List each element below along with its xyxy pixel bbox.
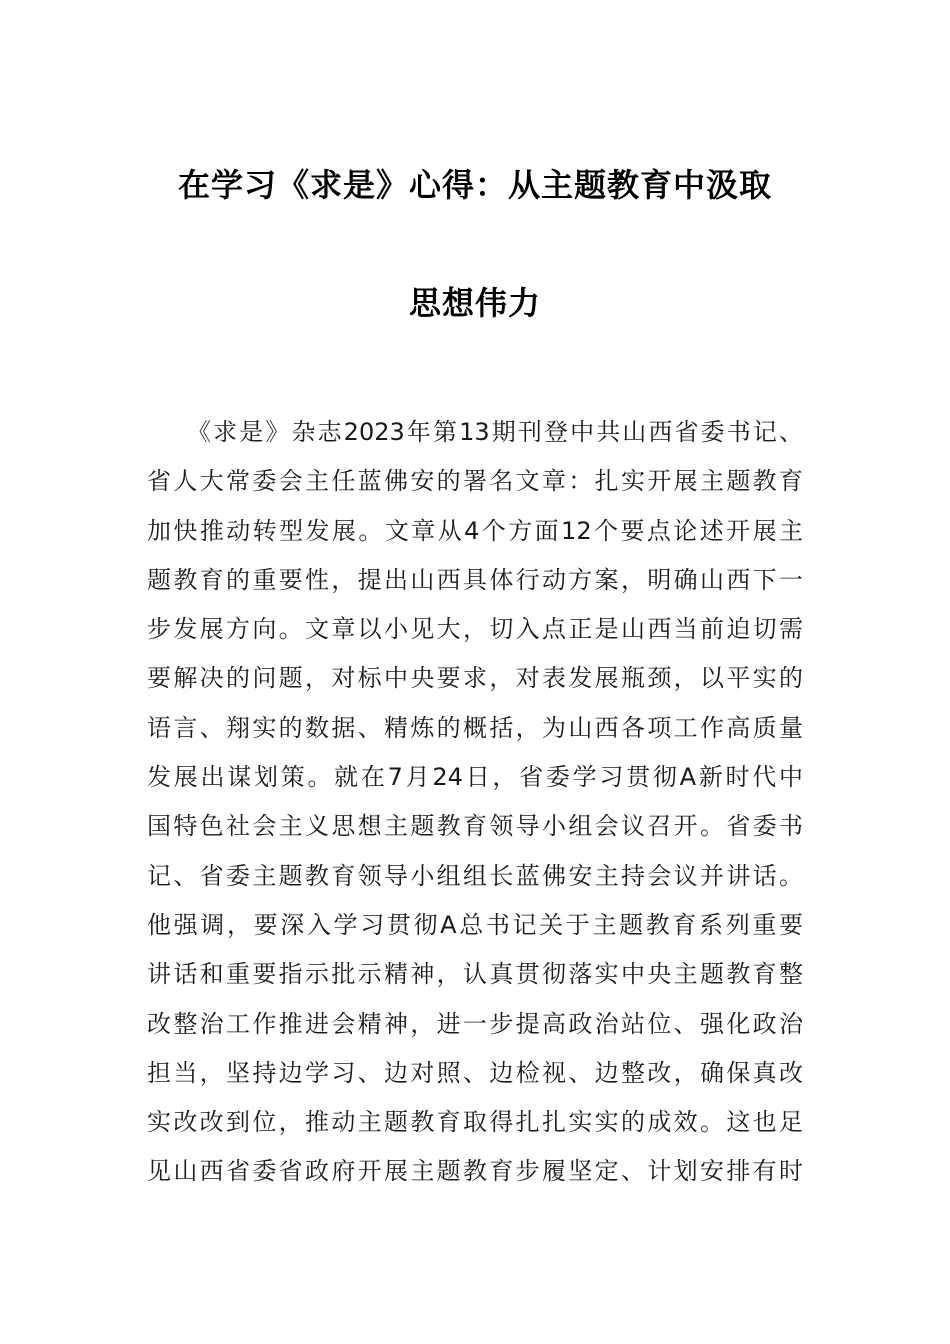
body-text-line: 讲话和重要指示批示精神，认真贯彻落实中央主题教育整 bbox=[147, 960, 803, 988]
body-text-line: 记、省委主题教育领导小组组长蓝佛安主持会议并讲话。 bbox=[147, 862, 803, 890]
body-text-line: 题教育的重要性，提出山西具体行动方案，明确山西下一 bbox=[147, 566, 803, 594]
body-text-line: 要解决的问题，对标中央要求，对表发展瓶颈，以平实的 bbox=[147, 664, 803, 692]
body-text-line: 语言、翔实的数据、精炼的概括，为山西各项工作高质量 bbox=[147, 714, 803, 742]
body-text-line: 国特色社会主义思想主题教育领导小组会议召开。省委书 bbox=[147, 812, 803, 840]
body-text-line: 《求是》杂志2023年第13期刊登中共山西省委书记、 bbox=[187, 418, 803, 446]
body-text-line: 他强调，要深入学习贯彻A总书记关于主题教育系列重要 bbox=[147, 911, 803, 939]
body-text-line: 改整治工作推进会精神，进一步提高政治站位、强化政治 bbox=[147, 1010, 803, 1038]
document-title-line-2: 思想伟力 bbox=[408, 284, 541, 322]
body-text-line: 步发展方向。文章以小见大，切入点正是山西当前迫切需 bbox=[147, 615, 803, 643]
body-text-line: 省人大常委会主任蓝佛安的署名文章：扎实开展主题教育 bbox=[147, 467, 803, 495]
body-text-line: 担当，坚持边学习、边对照、边检视、边整改，确保真改 bbox=[147, 1059, 803, 1087]
document-title-line-1: 在学习《求是》心得：从主题教育中汲取 bbox=[177, 166, 772, 204]
body-text-line: 发展出谋划策。就在7月24日，省委学习贯彻A新时代中 bbox=[147, 763, 803, 791]
body-text-line: 见山西省委省政府开展主题教育步履坚定、计划安排有时 bbox=[147, 1157, 803, 1185]
body-text-line: 加快推动转型发展。文章从4个方面12个要点论述开展主 bbox=[147, 517, 803, 545]
body-text-line: 实改改到位，推动主题教育取得扎扎实实的成效。这也足 bbox=[147, 1108, 803, 1136]
